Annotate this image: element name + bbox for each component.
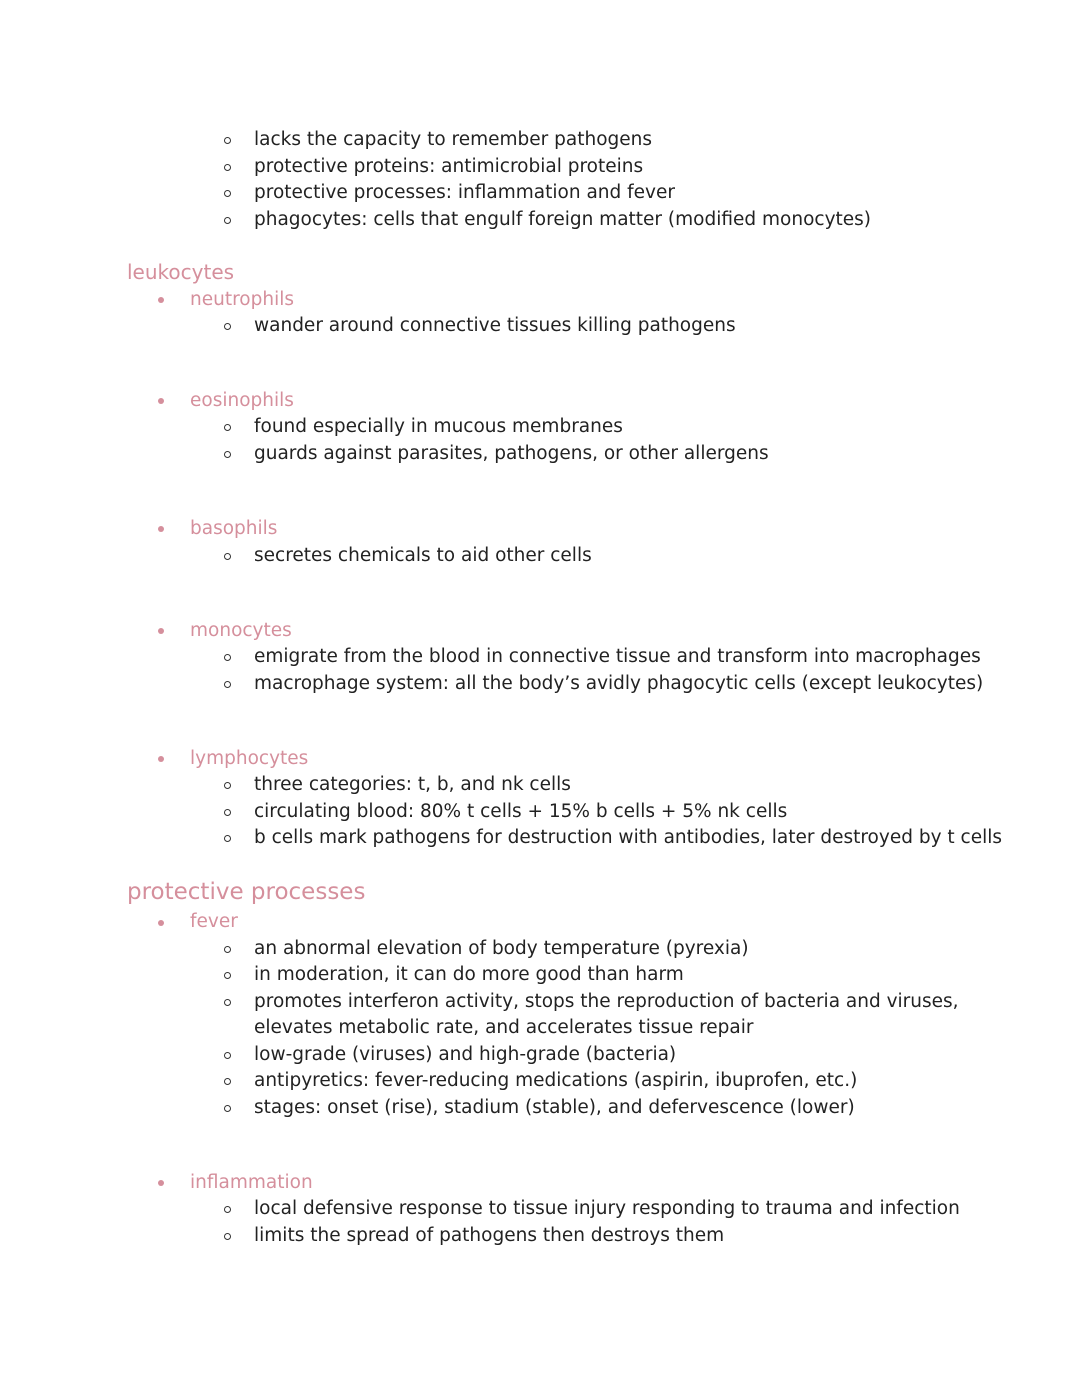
list-item: in moderation, it can do more good than harm [254,964,684,985]
circle-bullet-icon [224,451,231,458]
circle-bullet-icon [224,323,231,330]
list-item: wander around connective tissues killing pathogens [254,315,736,336]
subheading-basophils: basophils [190,518,278,539]
subheading-lymphocytes: lymphocytes [190,748,309,769]
disc-bullet-icon [158,920,164,926]
subheading-neutrophils: neutrophils [190,289,294,310]
list-item: three categories: t, b, and nk cells [254,774,571,795]
circle-bullet-icon [224,1078,231,1085]
list-item: stages: onset (rise), stadium (stable), and defervescence (lower) [254,1097,855,1118]
list-item: antipyretics: fever-reducing medications (aspirin, ibuprofen, etc.) [254,1070,858,1091]
circle-bullet-icon [224,190,231,197]
circle-bullet-icon [224,782,231,789]
list-item: limits the spread of pathogens then destroys them [254,1225,725,1246]
circle-bullet-icon [224,1206,231,1213]
list-item: lacks the capacity to remember pathogens [254,129,653,150]
disc-bullet-icon [158,1180,164,1186]
circle-bullet-icon [224,654,231,661]
circle-bullet-icon [224,681,231,688]
section-heading-leukocytes: leukocytes [127,260,235,284]
circle-bullet-icon [224,137,231,144]
circle-bullet-icon [224,835,231,842]
list-item: emigrate from the blood in connective tissue and transform into macrophages [254,646,981,667]
disc-bullet-icon [158,628,164,634]
subheading-inflammation: inflammation [190,1172,313,1193]
section-heading-protective-processes: protective processes [127,879,366,905]
subheading-monocytes: monocytes [190,620,292,641]
circle-bullet-icon [224,946,231,953]
list-item: local defensive response to tissue injury responding to trauma and infection [254,1198,960,1219]
circle-bullet-icon [224,1233,231,1240]
circle-bullet-icon [224,999,231,1006]
list-item-continuation: elevates metabolic rate, and accelerates tissue repair [254,1017,754,1038]
disc-bullet-icon [158,526,164,532]
subheading-eosinophils: eosinophils [190,390,294,411]
circle-bullet-icon [224,1105,231,1112]
circle-bullet-icon [224,972,231,979]
circle-bullet-icon [224,1052,231,1059]
subheading-fever: fever [190,911,238,932]
circle-bullet-icon [224,553,231,560]
list-item: protective proteins: antimicrobial proteins [254,156,644,177]
list-item: guards against parasites, pathogens, or other allergens [254,443,769,464]
disc-bullet-icon [158,398,164,404]
list-item: b cells mark pathogens for destruction with antibodies, later destroyed by t cells [254,827,1003,848]
list-item: an abnormal elevation of body temperature (pyrexia) [254,938,749,959]
circle-bullet-icon [224,809,231,816]
circle-bullet-icon [224,164,231,171]
list-item: secretes chemicals to aid other cells [254,545,592,566]
disc-bullet-icon [158,297,164,303]
list-item: promotes interferon activity, stops the reproduction of bacteria and viruses, [254,991,959,1012]
list-item: circulating blood: 80% t cells + 15% b cells + 5% nk cells [254,801,788,822]
list-item: macrophage system: all the body’s avidly phagocytic cells (except leukocytes) [254,673,984,694]
list-item: found especially in mucous membranes [254,416,623,437]
circle-bullet-icon [224,424,231,431]
circle-bullet-icon [224,217,231,224]
disc-bullet-icon [158,756,164,762]
list-item: phagocytes: cells that engulf foreign matter (modified monocytes) [254,209,872,230]
list-item: low-grade (viruses) and high-grade (bacteria) [254,1044,677,1065]
list-item: protective processes: inflammation and fever [254,182,675,203]
